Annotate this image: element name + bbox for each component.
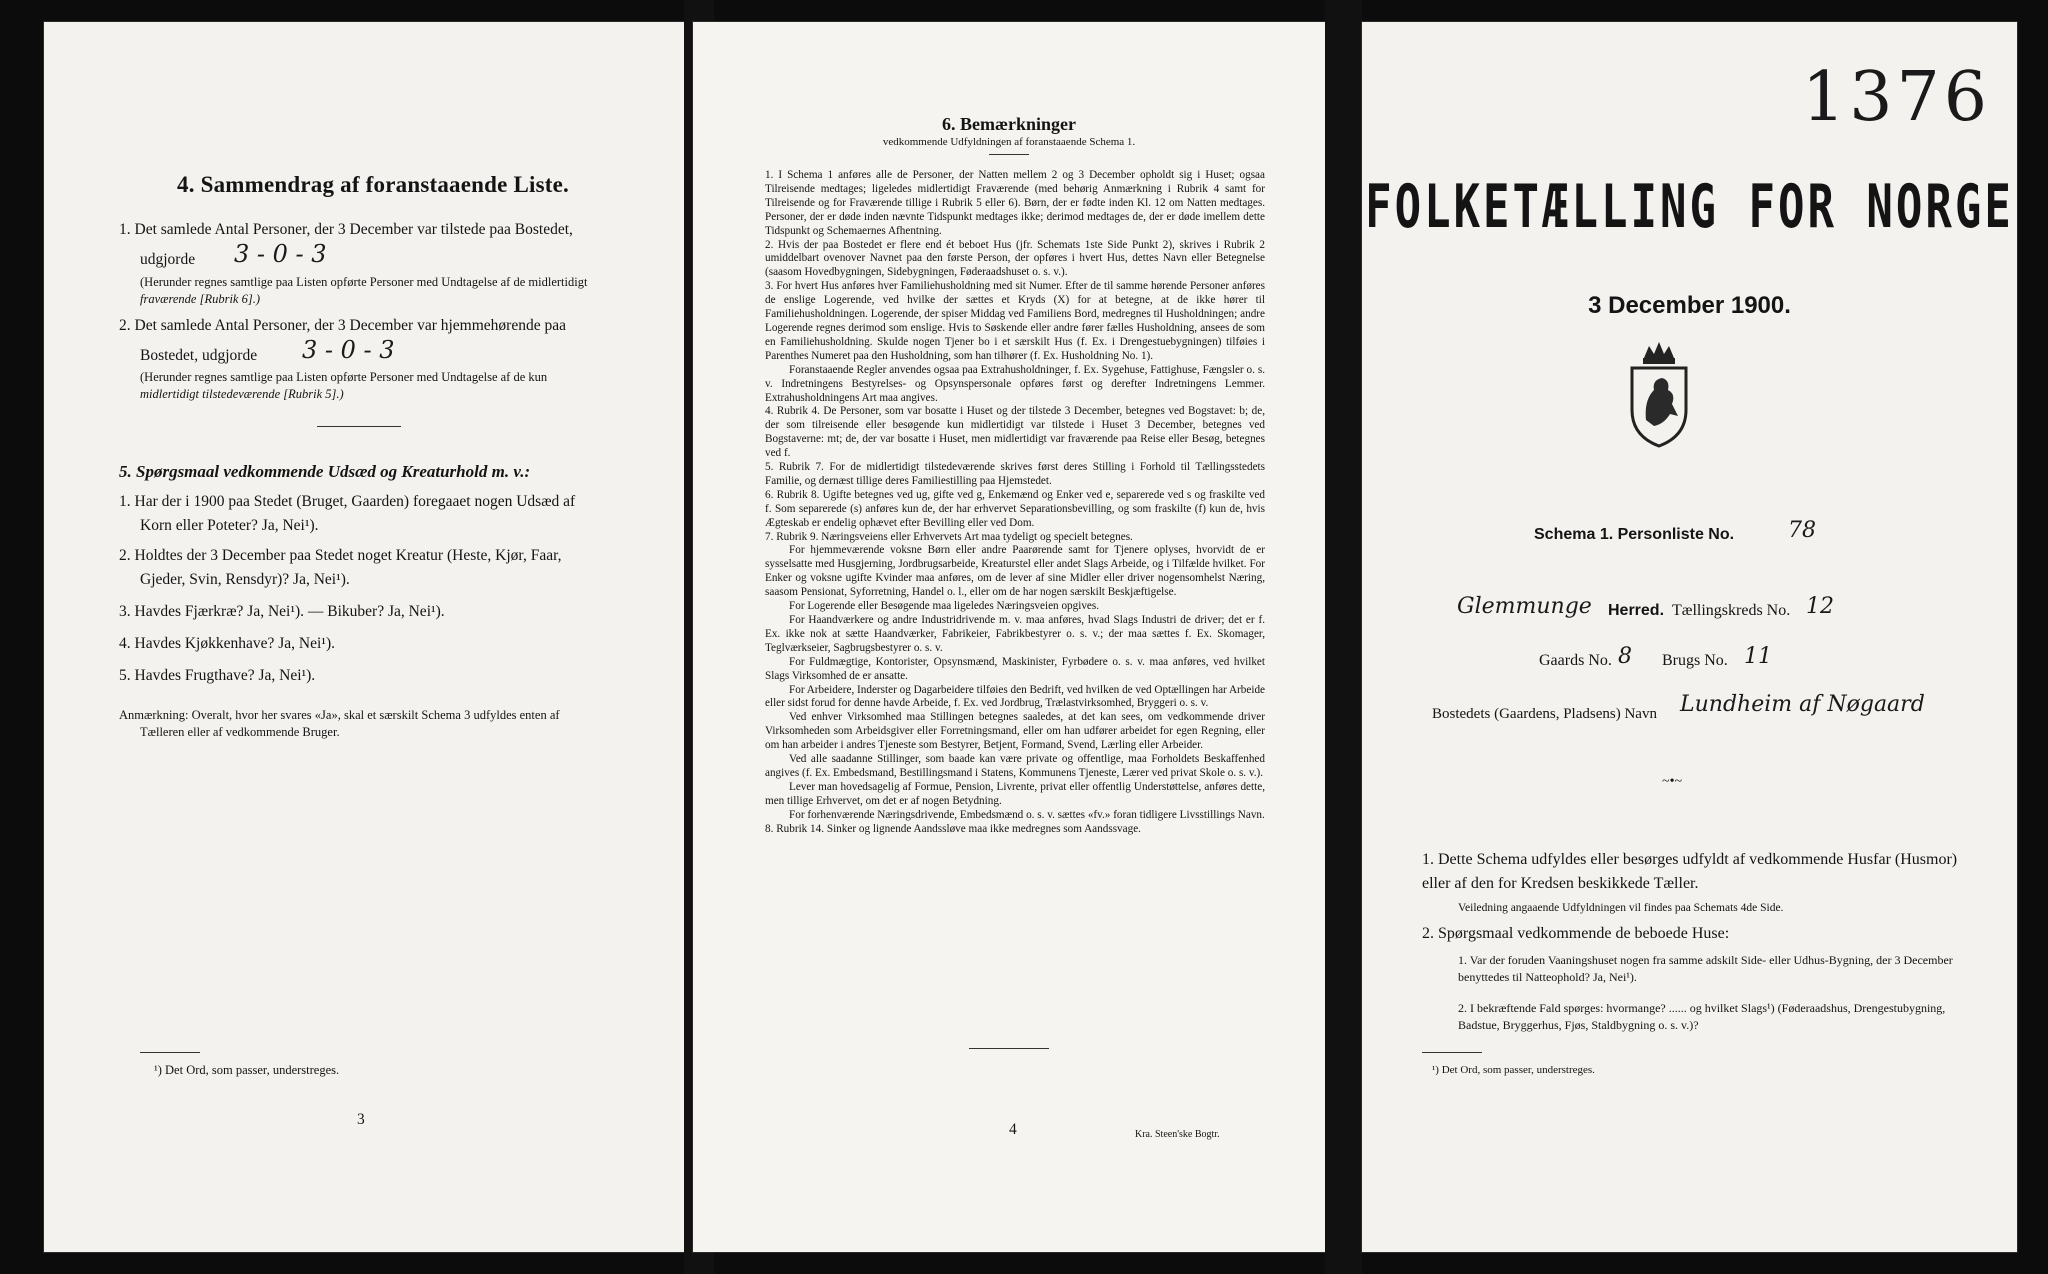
instruction-1-note: Veiledning angaaende Udfyldningen vil findes paa Schemats 4de Side.: [1458, 902, 1784, 914]
kreds-label: Tællingskreds No.: [1672, 602, 1791, 619]
remark-paragraph: 1. I Schema 1 anføres alle de Personer, der Natten mellem 2 og 3 December opholdt sig i Huset; ogsaa Tilreisende medtages; ligeledes midlertidigt Fraværende (med behørig Anmærkning i Rubrik 4 samt for Tilreisende og for Fraværende tillige i Rubrik 5 eller 6). Børn, der er fødte inden Kl. 12 om Natten medtages. Personer, der er døde inden nævnte Tidspunkt medtages ikke; derimod medtages de, der er døde imellem dette Tidspunkt og Schemaernes Afhentning.: [765, 169, 1265, 237]
s5-question-3: 3. Havdes Fjærkræ? Ja, Nei¹). — Bikuber? Ja, Nei¹).: [119, 603, 445, 620]
remarks-subtitle: vedkommende Udfyldningen af foranstaaende Schema 1.: [882, 136, 1136, 148]
instruction-1: 1. Dette Schema udfyldes eller besørges udfyldt af vedkommende Husfar (Husmor) eller af den for Kredsen beskikkede Tæller.: [1422, 851, 1958, 892]
question-2-text: 2. Det samlede Antal Personer, der 3 December var hjemmehørende paa: [119, 317, 566, 334]
ornament-icon: ~•~: [1662, 774, 1683, 789]
remark-paragraph: For hjemmeværende voksne Børn eller andre Paarørende samt for Tjenere oplyses, hvorvidt de er sysselsatte med Husgjerning, Jordbrugsarbeide, Kreaturstel eller andet Slags Arbeide, og i Tilfælde hvilket. For Enker og voksne ugifte Kvinder maa anføres, om de lever af sine Midler eller driver nogensomhelst Næring, saasom Pensionat, Syforretning, Handel o. l., eller om de har nogen særskilt Beskjæftigelse.: [765, 544, 1265, 599]
gaards-label: Gaards No.: [1539, 652, 1612, 669]
remark-paragraph: 8. Rubrik 14. Sinker og lignende Aandssløve maa ikke medregnes som Aandssvage.: [765, 822, 1141, 835]
remarks-body: [765, 169, 1265, 837]
instruction-2: 2. Spørgsmaal vedkommende de beboede Huse:: [1422, 925, 1730, 942]
remark-paragraph: 6. Rubrik 8. Ugifte betegnes ved ug, gifte ved g, Enkemænd og Enker ved e, separerede ved s og fraskilte ved f. Som separerede (s) anføres kun de, der har erhvervet Separationsbevilling, og som fraskilte (f) kun de, hvis Ægteskab er endelig ophævet efter Bevilling eller ved Dom.: [765, 488, 1265, 529]
annotation-line-1: Anmærkning: Overalt, hvor her svares «Ja», skal et særskilt Schema 3 udfyldes enten af: [119, 708, 560, 722]
printer-mark: Kra. Steen'ske Bogtr.: [1135, 1129, 1220, 1140]
remark-paragraph: 5. Rubrik 7. For de midlertidigt tilstedeværende skrives først deres Stilling i Forhold til Tællingsstedets Familie, og dernæst tillige deres Familiestilling paa Hjemstedet.: [765, 461, 1265, 487]
question-1-prefix: udgjorde: [140, 251, 196, 268]
annotation-line-2: Tælleren eller af vedkommende Bruger.: [140, 725, 340, 739]
section-4-title: 4. Sammendrag af foranstaaende Liste.: [177, 172, 569, 197]
s5-question-1b: Korn eller Poteter? Ja, Nei¹).: [140, 517, 319, 534]
remark-paragraph: For Arbeidere, Inderster og Dagarbeidere tilføies den Bedrift, ved hvilken de ved Optællingen har Arbeide eller sidst forud for denne havde Arbeide, f. Ex. ved Jordbrug, Trælastvirksomhed, Bryggeri o. s. v.: [765, 683, 1265, 710]
remark-paragraph: Ved alle saadanne Stillinger, som baade kan være private og offentlige, maa Forholdets Beskaffenhed angives (f. Ex. Embedsmand, Bestillingsmand i Statens, Kommunens Tjeneste, Lærer ved privat Skole o. s. v.).: [765, 753, 1265, 779]
right-page: [1362, 22, 2017, 1252]
remark-paragraph: For Logerende eller Besøgende maa ligeledes Næringsveien opgives.: [789, 600, 1100, 613]
remark-paragraph: Ved enhver Virksomhed maa Stillingen betegnes saaledes, at det kan sees, om vedkommende driver Virksomheden som Arbeidsgiver eller Forretningsmand, eller om han udfører arbeidet for egen Regning, eller om han arbeider i andres Tjeneste som Bestyrer, Betjent, Formand, Svend, Lærling eller Arbeider.: [765, 711, 1265, 752]
divider: [969, 1048, 1049, 1049]
remarks-title: 6. Bemærkninger: [942, 114, 1076, 134]
remark-paragraph: For Haandværkere og andre Industridrivende m. v. maa anføres, hvad Slags Industri de driver; det er f. Ex. ikke nok at sætte Haandværker, Fabrikeier, Fabrikbestyrer o. s. v.; der maa sættes f. Ex. Skomager, Teglværkseier, Sagbrugsbestyrer o. s. v.: [765, 614, 1265, 654]
question-1-handwritten-value: 3 - 0 - 3: [234, 240, 327, 268]
s5-question-5: 5. Havdes Frugthave? Ja, Nei¹).: [119, 667, 316, 684]
kreds-number: 12: [1806, 594, 1834, 619]
bosted-value: Lundheim af Nøgaard: [1680, 692, 1925, 717]
instruction-2-1: 1. Var der foruden Vaaningshuset nogen fra samme adskilt Side- eller Udhus-Bygning, der 3 December benyttedes til Natteophold? Ja, Nei¹).: [1458, 953, 1953, 984]
census-title: FOLKETÆLLING FOR NORGE: [1365, 173, 2014, 242]
remark-paragraph: For forhenværende Næringsdrivende, Embedsmænd o. s. v. sættes «fv.» foran tidligere Livsstillings Navn.: [789, 808, 1265, 821]
question-2-prefix: Bostedet, udgjorde: [140, 347, 258, 364]
remark-paragraph: Foranstaaende Regler anvendes ogsaa paa Extrahusholdninger, f. Ex. Sygehuse, Fattighuse, Fængsler o. s. v. Indretningens Bestyrelses- og Opsynspersonale opføres først og derefter Indretningens Lemmer. Extrahusholdningens Art maa angives.: [765, 363, 1265, 404]
section-5-title: 5. Spørgsmaal vedkommende Udsæd og Kreaturhold m. v.:: [119, 462, 531, 481]
page-number: 3: [357, 1111, 365, 1128]
schema-label: Schema 1. Personliste No.: [1534, 526, 1735, 543]
s5-question-1a: 1. Har der i 1900 paa Stedet (Bruget, Gaarden) foregaaet nogen Udsæd af: [119, 493, 576, 510]
question-2-handwritten-value: 3 - 0 - 3: [302, 336, 395, 364]
question-1-note-2: fraværende [Rubrik 6].): [140, 292, 261, 306]
footnote: ¹) Det Ord, som passer, understreges.: [154, 1063, 340, 1077]
bosted-label: Bostedets (Gaardens, Pladsens) Navn: [1432, 706, 1657, 722]
footnote-rule: [1422, 1052, 1482, 1053]
remark-paragraph: For Fuldmægtige, Kontorister, Opsynsmænd, Maskinister, Fyrbødere o. s. v. maa anføres, ved hvilket Slags Virksomhed de er ansatte.: [765, 655, 1265, 682]
remark-paragraph: 4. Rubrik 4. De Personer, som var bosatte i Huset og der tilstede 3 December, betegnes ved Bogstavet: b; de, der som tilreisende eller besøgende kun midlertidigt var tilstede i Huset 3 December, betegnes ved Bogstaverne: mt; de, der var bosatte i Huset, men midlertidigt var fraværende paa Reise eller Besøg, betegnes ved f.: [765, 405, 1265, 460]
remark-paragraph: 3. For hvert Hus anføres hver Familiehusholdning med sit Numer. Efter de til samme hørende Personer anføres de enslige Logerende, ved hvilke der sættes et Kryds (X) for at betegne, at de ikke hører til Familiehusholdningen. Logerende, der spiser Middag ved Familiens Bord, medregnes til Husholdningen; andre Logerende regnes derimod som enslige. Hvis to Søskende eller andre fører fælles Husholdning, ansees de som en Familiehusholdning. Skulde nogen Tjener bo i et særskilt Hus (f. Ex. i Drengestuebygningen) tilføies i Parenthes Numeret paa den Husholdning, som han tilhører (f. Ex. Husholdning No. 1).: [765, 280, 1265, 362]
question-1-note-1: (Herunder regnes samtlige paa Listen opførte Personer med Undtagelse af de midlertidigt: [140, 275, 588, 289]
left-page: [44, 22, 684, 1252]
personliste-number: 78: [1788, 518, 1816, 543]
divider: [317, 426, 401, 427]
remark-paragraph: 2. Hvis der paa Bostedet er flere end ét beboet Hus (jfr. Schemats 1ste Side Punkt 2), skrives i Rubrik 2 umiddelbart ovenover Navnet paa den første Person, der opføres i hvert Hus, dettes Navn eller Betegnelse (saasom Hovedbygningen, Sidebygningen, Føderaadshuset o. s. v.).: [765, 238, 1265, 279]
s5-question-2a: 2. Holdtes der 3 December paa Stedet noget Kreatur (Heste, Kjør, Faar,: [119, 547, 562, 564]
footnote: ¹) Det Ord, som passer, understreges.: [1432, 1064, 1595, 1076]
divider: [989, 154, 1029, 155]
herred-name: Glemmunge: [1457, 594, 1592, 619]
remark-paragraph: 7. Rubrik 9. Næringsveiens eller Erhvervets Art maa tydeligt og specielt betegnes.: [765, 530, 1133, 543]
s5-question-4: 4. Havdes Kjøkkenhave? Ja, Nei¹).: [119, 635, 335, 652]
herred-label: Herred.: [1608, 602, 1665, 619]
question-2-note-2: midlertidigt tilstedeværende [Rubrik 5].): [140, 387, 344, 401]
archive-number: 1376: [1802, 58, 1992, 137]
page-number: 4: [1009, 1121, 1017, 1138]
brugs-number: 11: [1744, 644, 1772, 669]
remark-paragraph: Lever man hovedsagelig af Formue, Pension, Livrente, privat eller offentlig Understøttelse, anføres dette, men tillige Erhvervet, om det er af nogen Betydning.: [765, 780, 1265, 807]
page-gutter: [1325, 0, 1362, 1274]
middle-page: [693, 22, 1325, 1252]
question-1-text: 1. Det samlede Antal Personer, der 3 December var tilstede paa Bostedet,: [119, 221, 573, 238]
instruction-2-2: 2. I bekræftende Fald spørges: hvormange? ...... og hvilket Slags¹) (Føderaadshus, Drengestubygning, Badstue, Bryggerhus, Fjøs, Staldbygning o. s. v.)?: [1458, 1001, 1946, 1032]
footnote-rule: [140, 1052, 200, 1053]
question-2-note-1: (Herunder regnes samtlige paa Listen opførte Personer med Undtagelse af de kun: [140, 370, 548, 384]
norway-coat-of-arms-icon: [1624, 340, 1694, 450]
census-date: 3 December 1900.: [1588, 292, 1791, 319]
gaards-number: 8: [1618, 644, 1632, 669]
brugs-label: Brugs No.: [1662, 652, 1728, 669]
s5-question-2b: Gjeder, Svin, Rensdyr)? Ja, Nei¹).: [140, 571, 350, 588]
